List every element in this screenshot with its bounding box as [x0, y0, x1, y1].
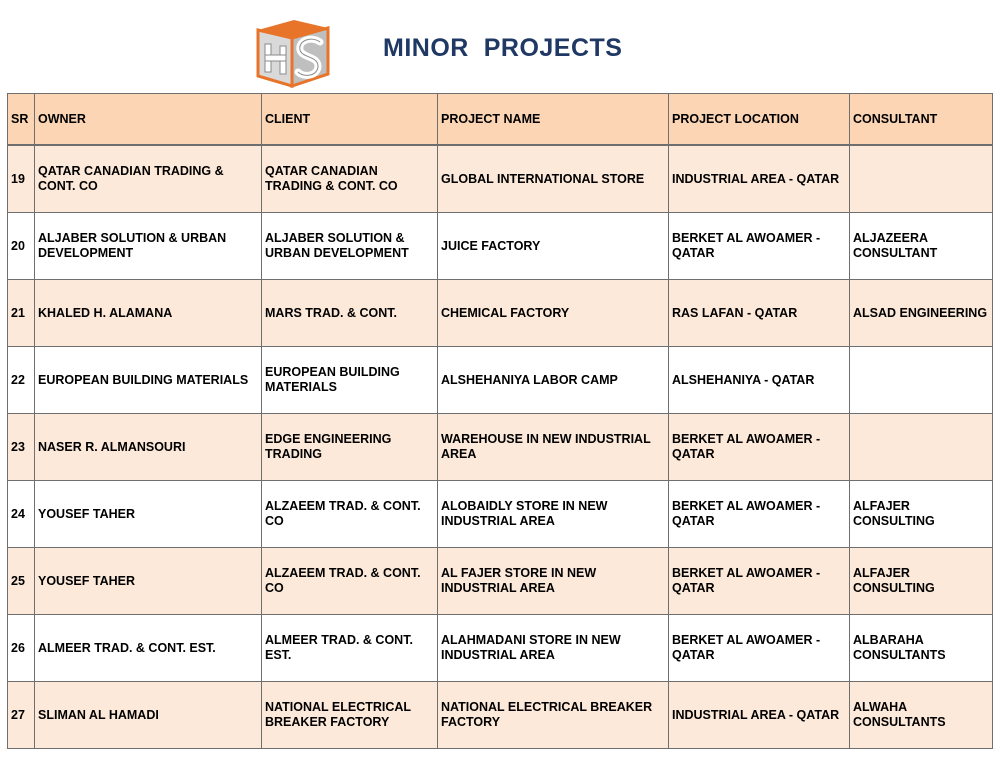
- column-header-project-location: PROJECT LOCATION: [669, 94, 850, 146]
- cell-project-name: GLOBAL INTERNATIONAL STORE: [438, 145, 669, 213]
- table-row: [8, 280, 993, 347]
- cell-owner: ALMEER TRAD. & CONT. EST.: [35, 615, 262, 682]
- table-row: [8, 481, 993, 548]
- table-row: [8, 347, 993, 414]
- cell-project-location: INDUSTRIAL AREA - QATAR: [669, 145, 850, 213]
- cell-sr: 24: [8, 481, 35, 548]
- page-title: MINOR PROJECTS: [383, 34, 623, 62]
- cell-owner: NASER R. ALMANSOURI: [35, 414, 262, 481]
- cell-sr: 27: [8, 682, 35, 749]
- cell-project-name: JUICE FACTORY: [438, 213, 669, 280]
- table-row: [8, 145, 993, 213]
- cell-project-location: BERKET AL AWOAMER - QATAR: [669, 414, 850, 481]
- cell-owner: YOUSEF TAHER: [35, 548, 262, 615]
- cell-owner: EUROPEAN BUILDING MATERIALS: [35, 347, 262, 414]
- cell-project-name: WAREHOUSE IN NEW INDUSTRIAL AREA: [438, 414, 669, 481]
- cell-owner: QATAR CANADIAN TRADING & CONT. CO: [35, 145, 262, 213]
- cube-logo-icon: [250, 16, 332, 88]
- cell-project-location: BERKET AL AWOAMER - QATAR: [669, 548, 850, 615]
- projects-table: [7, 93, 993, 749]
- cell-client: ALJABER SOLUTION & URBAN DEVELOPMENT: [262, 213, 438, 280]
- cell-client: ALMEER TRAD. & CONT. EST.: [262, 615, 438, 682]
- cell-owner: KHALED H. ALAMANA: [35, 280, 262, 347]
- cell-consultant: ALBARAHA CONSULTANTS: [850, 615, 993, 682]
- cell-consultant: ALFAJER CONSULTING: [850, 481, 993, 548]
- cell-sr: 23: [8, 414, 35, 481]
- cell-consultant: ALJAZEERA CONSULTANT: [850, 213, 993, 280]
- column-header-consultant: CONSULTANT: [850, 94, 993, 146]
- cell-project-name: ALAHMADANI STORE IN NEW INDUSTRIAL AREA: [438, 615, 669, 682]
- table-row: [8, 682, 993, 749]
- cell-sr: 19: [8, 145, 35, 213]
- cell-client: ALZAEEM TRAD. & CONT. CO: [262, 548, 438, 615]
- cell-project-location: BERKET AL AWOAMER - QATAR: [669, 481, 850, 548]
- column-header-client: CLIENT: [262, 94, 438, 146]
- cell-project-location: BERKET AL AWOAMER - QATAR: [669, 213, 850, 280]
- table-row: [8, 548, 993, 615]
- table-row: [8, 414, 993, 481]
- company-logo: [250, 16, 332, 88]
- table-row: [8, 213, 993, 280]
- cell-sr: 20: [8, 213, 35, 280]
- cell-project-location: BERKET AL AWOAMER - QATAR: [669, 615, 850, 682]
- cell-project-name: ALOBAIDLY STORE IN NEW INDUSTRIAL AREA: [438, 481, 669, 548]
- table-row: [8, 615, 993, 682]
- cell-consultant: ALSAD ENGINEERING: [850, 280, 993, 347]
- cell-client: ALZAEEM TRAD. & CONT. CO: [262, 481, 438, 548]
- cell-consultant: [850, 347, 993, 414]
- cell-consultant: [850, 145, 993, 213]
- cell-consultant: ALWAHA CONSULTANTS: [850, 682, 993, 749]
- cell-project-name: CHEMICAL FACTORY: [438, 280, 669, 347]
- cell-client: EDGE ENGINEERING TRADING: [262, 414, 438, 481]
- cell-project-name: ALSHEHANIYA LABOR CAMP: [438, 347, 669, 414]
- cell-consultant: [850, 414, 993, 481]
- column-header-sr: SR: [8, 94, 35, 146]
- column-header-project-name: PROJECT NAME: [438, 94, 669, 146]
- cell-client: QATAR CANADIAN TRADING & CONT. CO: [262, 145, 438, 213]
- column-header-owner: OWNER: [35, 94, 262, 146]
- cell-project-location: ALSHEHANIYA - QATAR: [669, 347, 850, 414]
- cell-owner: YOUSEF TAHER: [35, 481, 262, 548]
- cell-project-location: INDUSTRIAL AREA - QATAR: [669, 682, 850, 749]
- cell-project-name: NATIONAL ELECTRICAL BREAKER FACTORY: [438, 682, 669, 749]
- cell-owner: SLIMAN AL HAMADI: [35, 682, 262, 749]
- cell-sr: 26: [8, 615, 35, 682]
- cell-project-location: RAS LAFAN - QATAR: [669, 280, 850, 347]
- cell-project-name: AL FAJER STORE IN NEW INDUSTRIAL AREA: [438, 548, 669, 615]
- cell-client: NATIONAL ELECTRICAL BREAKER FACTORY: [262, 682, 438, 749]
- cell-client: EUROPEAN BUILDING MATERIALS: [262, 347, 438, 414]
- cell-sr: 22: [8, 347, 35, 414]
- cell-sr: 25: [8, 548, 35, 615]
- cell-sr: 21: [8, 280, 35, 347]
- cell-client: MARS TRAD. & CONT.: [262, 280, 438, 347]
- table-header-row: [8, 94, 993, 146]
- cell-consultant: ALFAJER CONSULTING: [850, 548, 993, 615]
- cell-owner: ALJABER SOLUTION & URBAN DEVELOPMENT: [35, 213, 262, 280]
